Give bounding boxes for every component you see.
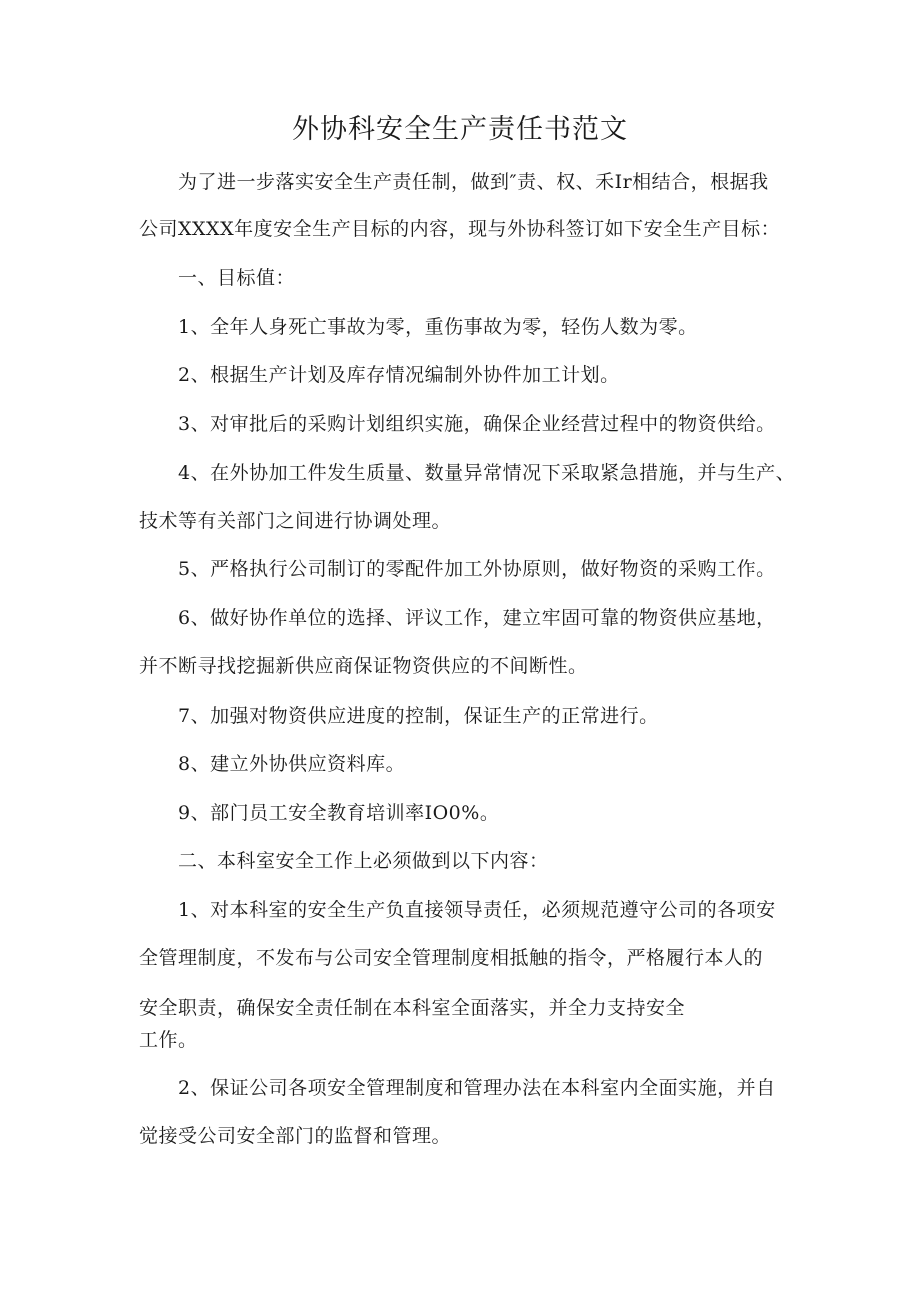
list-item-2: 2、根据生产计划及库存情况编制外协件加工计划。 [178,364,620,386]
list-item-4-line-1: 4、在外协加工件发生质量、数量异常情况下采取紧急措施，并与生产、 [178,462,796,484]
section-heading-targets: 一、目标值： [178,267,296,289]
list-item-6-line-1: 6、做好协作单位的选择、评议工作，建立牢固可靠的物资供应基地， [178,607,776,629]
list-item-1: 1、全年人身死亡事故为零，重伤事故为零，轻伤人数为零。 [178,316,698,338]
requirement-1-line-4: 工作。 [139,1029,198,1051]
requirement-1-line-2: 全管理制度，不发布与公司安全管理制度相抵触的指令，严格履行本人的 [139,947,764,969]
document-title: 外协科安全生产责任书范文 [292,114,628,145]
requirement-1-line-1: 1、对本科室的安全生产负直接领导责任，必须规范遵守公司的各项安 [178,899,776,921]
section-heading-requirements: 二、本科室安全工作上必须做到以下内容： [178,850,549,872]
requirement-1-line-3: 安全职责，确保安全责任制在本科室全面落实，并全力支持安全 [139,997,686,1019]
requirement-2-line-1: 2、保证公司各项安全管理制度和管理办法在本科室内全面实施，并自 [178,1077,776,1099]
list-item-8: 8、建立外协供应资料库。 [178,753,406,775]
list-item-6-line-2: 并不断寻找挖掘新供应商保证物资供应的不间断性。 [139,655,588,677]
paragraph-line-intro-2: 公司XXXX年度安全生产目标的内容，现与外协科签订如下安全生产目标： [139,218,781,240]
paragraph-line-intro-1: 为了进一步落实安全生产责任制，做到″责、权、禾Ir相结合，根据我 [178,171,769,193]
list-item-7: 7、加强对物资供应进度的控制，保证生产的正常进行。 [178,705,659,727]
list-item-3: 3、对审批后的采购计划组织实施，确保企业经营过程中的物资供给。 [178,413,776,435]
requirement-2-line-2: 觉接受公司安全部门的监督和管理。 [139,1125,452,1147]
list-item-9: 9、部门员工安全教育培训率IO0%。 [178,802,500,824]
list-item-4-line-2: 技术等有关部门之间进行协调处理。 [139,510,452,532]
list-item-5: 5、严格执行公司制订的零配件加工外协原则，做好物资的采购工作。 [178,558,776,580]
